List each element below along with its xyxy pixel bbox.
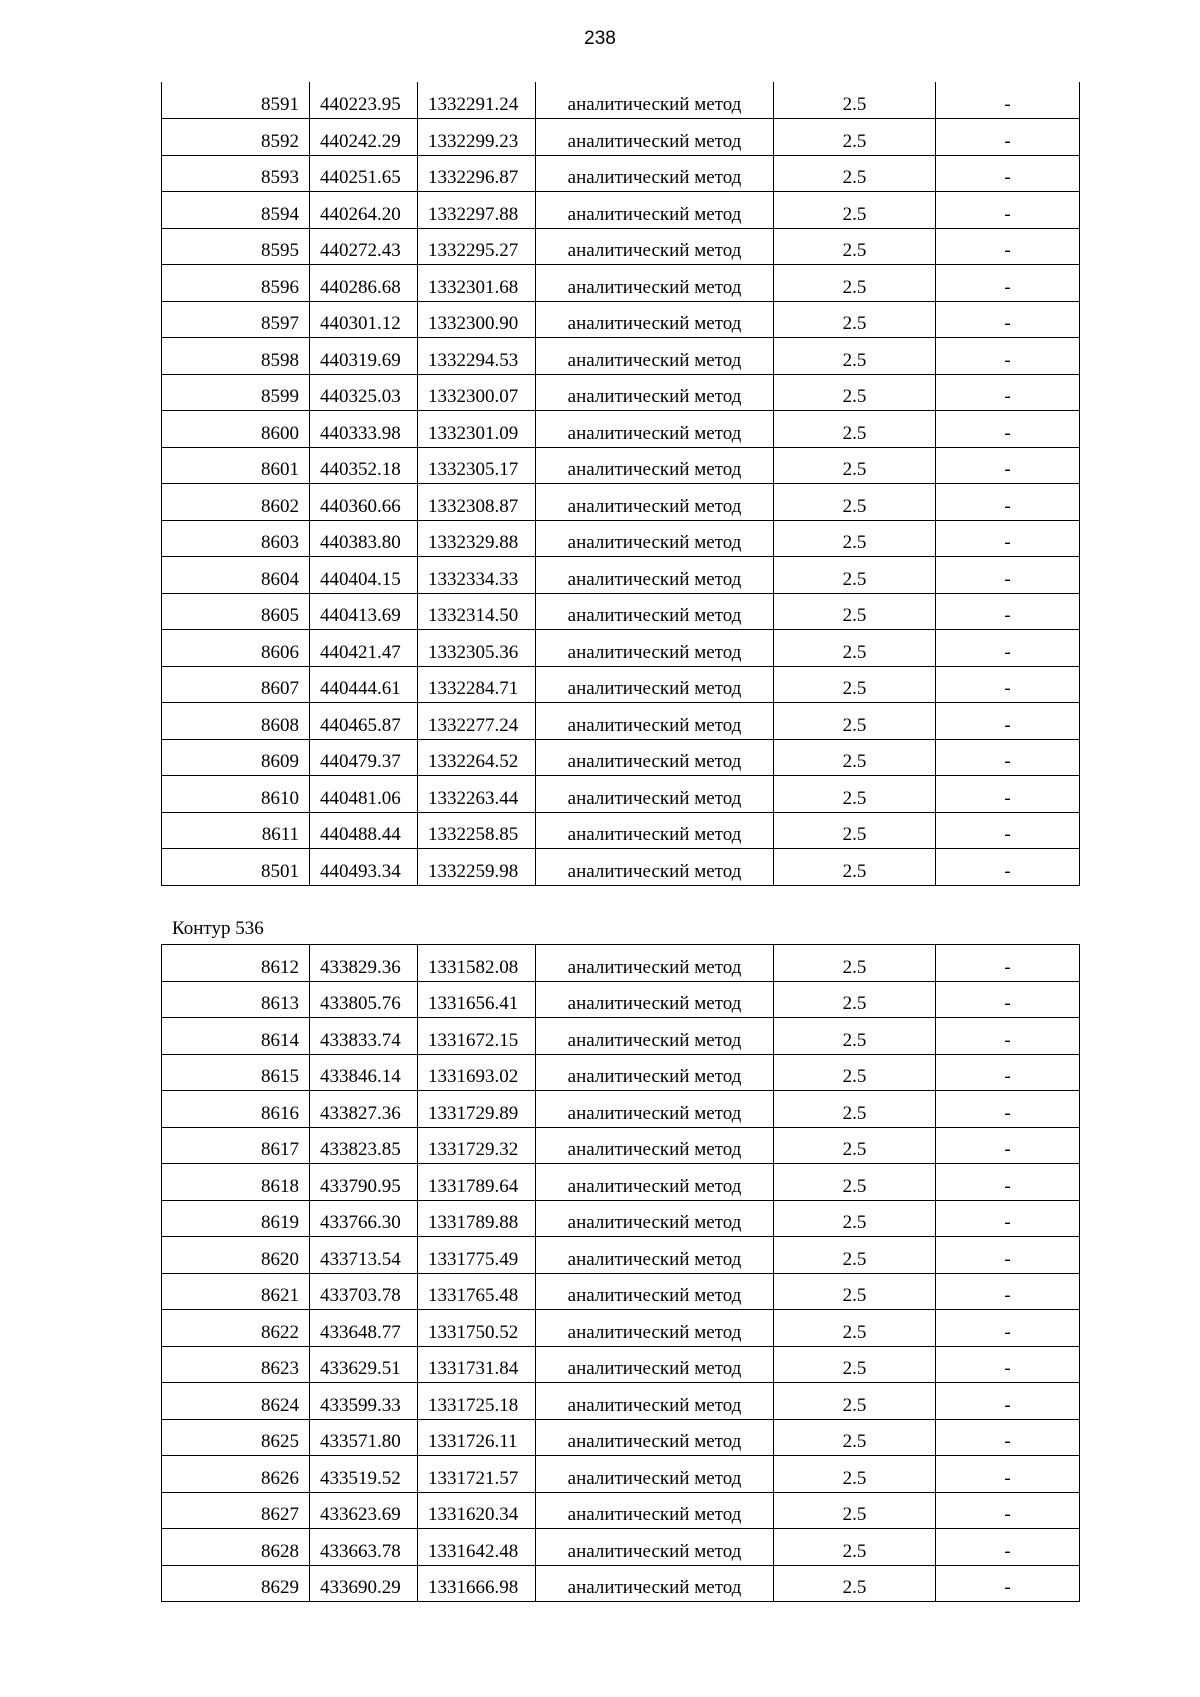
x-coordinate-cell: 433713.54	[310, 1237, 418, 1274]
note-cell: -	[936, 630, 1080, 667]
y-coordinate-cell: 1332299.23	[418, 119, 536, 156]
table-row	[162, 228, 1080, 265]
table-row	[162, 1346, 1080, 1383]
method-cell: аналитический метод	[536, 1018, 774, 1055]
x-coordinate-cell: 440481.06	[310, 776, 418, 813]
method-cell: аналитический метод	[536, 520, 774, 557]
table-row	[162, 557, 1080, 594]
accuracy-cell: 2.5	[774, 338, 936, 375]
method-cell: аналитический метод	[536, 703, 774, 740]
method-cell: аналитический метод	[536, 1383, 774, 1420]
method-cell: аналитический метод	[536, 1419, 774, 1456]
method-cell: аналитический метод	[536, 1456, 774, 1493]
accuracy-cell: 2.5	[774, 447, 936, 484]
table-row	[162, 119, 1080, 156]
table-row	[162, 447, 1080, 484]
y-coordinate-cell: 1332308.87	[418, 484, 536, 521]
point-number-cell: 8602	[162, 484, 310, 521]
y-coordinate-cell: 1332314.50	[418, 593, 536, 630]
y-coordinate-cell: 1331693.02	[418, 1054, 536, 1091]
accuracy-cell: 2.5	[774, 1310, 936, 1347]
y-coordinate-cell: 1331725.18	[418, 1383, 536, 1420]
y-coordinate-cell: 1332301.09	[418, 411, 536, 448]
method-cell: аналитический метод	[536, 374, 774, 411]
point-number-cell: 8621	[162, 1273, 310, 1310]
note-cell: -	[936, 981, 1080, 1018]
accuracy-cell: 2.5	[774, 228, 936, 265]
method-cell: аналитический метод	[536, 1200, 774, 1237]
point-number-cell: 8599	[162, 374, 310, 411]
point-number-cell: 8623	[162, 1346, 310, 1383]
accuracy-cell: 2.5	[774, 849, 936, 886]
accuracy-cell: 2.5	[774, 520, 936, 557]
table-row	[162, 155, 1080, 192]
point-number-cell: 8604	[162, 557, 310, 594]
accuracy-cell: 2.5	[774, 1237, 936, 1274]
note-cell: -	[936, 1565, 1080, 1602]
x-coordinate-cell: 433790.95	[310, 1164, 418, 1201]
note-cell: -	[936, 945, 1080, 982]
note-cell: -	[936, 812, 1080, 849]
method-cell: аналитический метод	[536, 666, 774, 703]
note-cell: -	[936, 1492, 1080, 1529]
accuracy-cell: 2.5	[774, 411, 936, 448]
y-coordinate-cell: 1331642.48	[418, 1529, 536, 1566]
note-cell: -	[936, 265, 1080, 302]
accuracy-cell: 2.5	[774, 1565, 936, 1602]
table-row	[162, 1565, 1080, 1602]
accuracy-cell: 2.5	[774, 557, 936, 594]
note-cell: -	[936, 1456, 1080, 1493]
y-coordinate-cell: 1331656.41	[418, 981, 536, 1018]
y-coordinate-cell: 1331726.11	[418, 1419, 536, 1456]
accuracy-cell: 2.5	[774, 1091, 936, 1128]
method-cell: аналитический метод	[536, 1273, 774, 1310]
note-cell: -	[936, 155, 1080, 192]
table-row	[162, 849, 1080, 886]
point-number-cell: 8612	[162, 945, 310, 982]
method-cell: аналитический метод	[536, 1529, 774, 1566]
note-cell: -	[936, 1127, 1080, 1164]
table-row	[162, 666, 1080, 703]
method-cell: аналитический метод	[536, 82, 774, 119]
y-coordinate-cell: 1332300.90	[418, 301, 536, 338]
point-number-cell: 8615	[162, 1054, 310, 1091]
method-cell: аналитический метод	[536, 1091, 774, 1128]
x-coordinate-cell: 440413.69	[310, 593, 418, 630]
note-cell: -	[936, 1164, 1080, 1201]
x-coordinate-cell: 440465.87	[310, 703, 418, 740]
point-number-cell: 8625	[162, 1419, 310, 1456]
x-coordinate-cell: 433827.36	[310, 1091, 418, 1128]
note-cell: -	[936, 1018, 1080, 1055]
y-coordinate-cell: 1332264.52	[418, 739, 536, 776]
page-number: 238	[584, 28, 616, 49]
table-row	[162, 265, 1080, 302]
method-cell: аналитический метод	[536, 228, 774, 265]
note-cell: -	[936, 666, 1080, 703]
note-cell: -	[936, 1091, 1080, 1128]
accuracy-cell: 2.5	[774, 981, 936, 1018]
method-cell: аналитический метод	[536, 1310, 774, 1347]
note-cell: -	[936, 849, 1080, 886]
note-cell: -	[936, 82, 1080, 119]
method-cell: аналитический метод	[536, 739, 774, 776]
accuracy-cell: 2.5	[774, 1529, 936, 1566]
note-cell: -	[936, 1200, 1080, 1237]
table-row	[162, 1237, 1080, 1274]
x-coordinate-cell: 440360.66	[310, 484, 418, 521]
y-coordinate-cell: 1332291.24	[418, 82, 536, 119]
point-number-cell: 8616	[162, 1091, 310, 1128]
point-number-cell: 8501	[162, 849, 310, 886]
x-coordinate-cell: 440264.20	[310, 192, 418, 229]
accuracy-cell: 2.5	[774, 1273, 936, 1310]
y-coordinate-cell: 1331765.48	[418, 1273, 536, 1310]
accuracy-cell: 2.5	[774, 374, 936, 411]
y-coordinate-cell: 1332258.85	[418, 812, 536, 849]
x-coordinate-cell: 440333.98	[310, 411, 418, 448]
y-coordinate-cell: 1332277.24	[418, 703, 536, 740]
table-row	[162, 703, 1080, 740]
table-row	[162, 374, 1080, 411]
point-number-cell: 8628	[162, 1529, 310, 1566]
y-coordinate-cell: 1331729.89	[418, 1091, 536, 1128]
point-number-cell: 8620	[162, 1237, 310, 1274]
method-cell: аналитический метод	[536, 630, 774, 667]
y-coordinate-cell: 1332297.88	[418, 192, 536, 229]
method-cell: аналитический метод	[536, 265, 774, 302]
table-row	[162, 1018, 1080, 1055]
table-row	[162, 1054, 1080, 1091]
table-row	[162, 192, 1080, 229]
x-coordinate-cell: 440286.68	[310, 265, 418, 302]
note-cell: -	[936, 1419, 1080, 1456]
x-coordinate-cell: 433663.78	[310, 1529, 418, 1566]
table-row	[162, 1529, 1080, 1566]
accuracy-cell: 2.5	[774, 1456, 936, 1493]
method-cell: аналитический метод	[536, 776, 774, 813]
point-number-cell: 8617	[162, 1127, 310, 1164]
note-cell: -	[936, 228, 1080, 265]
y-coordinate-cell: 1331789.64	[418, 1164, 536, 1201]
method-cell: аналитический метод	[536, 812, 774, 849]
x-coordinate-cell: 440488.44	[310, 812, 418, 849]
table-row	[162, 1164, 1080, 1201]
y-coordinate-cell: 1332296.87	[418, 155, 536, 192]
x-coordinate-cell: 440479.37	[310, 739, 418, 776]
note-cell: -	[936, 411, 1080, 448]
method-cell: аналитический метод	[536, 945, 774, 982]
y-coordinate-cell: 1332295.27	[418, 228, 536, 265]
y-coordinate-cell: 1331672.15	[418, 1018, 536, 1055]
note-cell: -	[936, 1237, 1080, 1274]
method-cell: аналитический метод	[536, 301, 774, 338]
method-cell: аналитический метод	[536, 411, 774, 448]
note-cell: -	[936, 301, 1080, 338]
point-number-cell: 8591	[162, 82, 310, 119]
point-number-cell: 8618	[162, 1164, 310, 1201]
table-row	[162, 1492, 1080, 1529]
accuracy-cell: 2.5	[774, 1164, 936, 1201]
accuracy-cell: 2.5	[774, 812, 936, 849]
accuracy-cell: 2.5	[774, 1127, 936, 1164]
coordinates-table-contour	[161, 944, 1080, 1602]
table-row	[162, 1091, 1080, 1128]
accuracy-cell: 2.5	[774, 484, 936, 521]
y-coordinate-cell: 1332329.88	[418, 520, 536, 557]
note-cell: -	[936, 776, 1080, 813]
accuracy-cell: 2.5	[774, 593, 936, 630]
accuracy-cell: 2.5	[774, 1018, 936, 1055]
point-number-cell: 8626	[162, 1456, 310, 1493]
y-coordinate-cell: 1332284.71	[418, 666, 536, 703]
table-row	[162, 945, 1080, 982]
x-coordinate-cell: 433846.14	[310, 1054, 418, 1091]
accuracy-cell: 2.5	[774, 1054, 936, 1091]
method-cell: аналитический метод	[536, 557, 774, 594]
point-number-cell: 8622	[162, 1310, 310, 1347]
accuracy-cell: 2.5	[774, 1383, 936, 1420]
accuracy-cell: 2.5	[774, 1346, 936, 1383]
method-cell: аналитический метод	[536, 981, 774, 1018]
contour-label: Контур 536	[172, 918, 264, 939]
method-cell: аналитический метод	[536, 1164, 774, 1201]
note-cell: -	[936, 703, 1080, 740]
y-coordinate-cell: 1332301.68	[418, 265, 536, 302]
x-coordinate-cell: 433623.69	[310, 1492, 418, 1529]
x-coordinate-cell: 433648.77	[310, 1310, 418, 1347]
x-coordinate-cell: 440301.12	[310, 301, 418, 338]
y-coordinate-cell: 1331731.84	[418, 1346, 536, 1383]
accuracy-cell: 2.5	[774, 301, 936, 338]
table-row	[162, 1273, 1080, 1310]
method-cell: аналитический метод	[536, 1346, 774, 1383]
method-cell: аналитический метод	[536, 447, 774, 484]
accuracy-cell: 2.5	[774, 739, 936, 776]
note-cell: -	[936, 593, 1080, 630]
x-coordinate-cell: 433690.29	[310, 1565, 418, 1602]
accuracy-cell: 2.5	[774, 155, 936, 192]
x-coordinate-cell: 433823.85	[310, 1127, 418, 1164]
x-coordinate-cell: 440383.80	[310, 520, 418, 557]
point-number-cell: 8600	[162, 411, 310, 448]
method-cell: аналитический метод	[536, 1492, 774, 1529]
x-coordinate-cell: 440352.18	[310, 447, 418, 484]
method-cell: аналитический метод	[536, 155, 774, 192]
y-coordinate-cell: 1331729.32	[418, 1127, 536, 1164]
accuracy-cell: 2.5	[774, 776, 936, 813]
table-row	[162, 739, 1080, 776]
point-number-cell: 8594	[162, 192, 310, 229]
note-cell: -	[936, 520, 1080, 557]
y-coordinate-cell: 1331620.34	[418, 1492, 536, 1529]
point-number-cell: 8613	[162, 981, 310, 1018]
y-coordinate-cell: 1332263.44	[418, 776, 536, 813]
note-cell: -	[936, 192, 1080, 229]
accuracy-cell: 2.5	[774, 945, 936, 982]
table-row	[162, 82, 1080, 119]
x-coordinate-cell: 433833.74	[310, 1018, 418, 1055]
point-number-cell: 8607	[162, 666, 310, 703]
point-number-cell: 8593	[162, 155, 310, 192]
table-row	[162, 1456, 1080, 1493]
x-coordinate-cell: 440493.34	[310, 849, 418, 886]
x-coordinate-cell: 440421.47	[310, 630, 418, 667]
accuracy-cell: 2.5	[774, 666, 936, 703]
x-coordinate-cell: 440223.95	[310, 82, 418, 119]
table-row	[162, 411, 1080, 448]
table-row	[162, 1419, 1080, 1456]
point-number-cell: 8601	[162, 447, 310, 484]
method-cell: аналитический метод	[536, 119, 774, 156]
note-cell: -	[936, 1310, 1080, 1347]
accuracy-cell: 2.5	[774, 1419, 936, 1456]
method-cell: аналитический метод	[536, 192, 774, 229]
point-number-cell: 8596	[162, 265, 310, 302]
x-coordinate-cell: 433629.51	[310, 1346, 418, 1383]
note-cell: -	[936, 1054, 1080, 1091]
y-coordinate-cell: 1332300.07	[418, 374, 536, 411]
point-number-cell: 8624	[162, 1383, 310, 1420]
y-coordinate-cell: 1331775.49	[418, 1237, 536, 1274]
table-row	[162, 981, 1080, 1018]
note-cell: -	[936, 484, 1080, 521]
y-coordinate-cell: 1331750.52	[418, 1310, 536, 1347]
point-number-cell: 8606	[162, 630, 310, 667]
y-coordinate-cell: 1332334.33	[418, 557, 536, 594]
point-number-cell: 8614	[162, 1018, 310, 1055]
table-row	[162, 1200, 1080, 1237]
accuracy-cell: 2.5	[774, 1200, 936, 1237]
method-cell: аналитический метод	[536, 1237, 774, 1274]
table-row	[162, 520, 1080, 557]
y-coordinate-cell: 1331582.08	[418, 945, 536, 982]
y-coordinate-cell: 1332305.17	[418, 447, 536, 484]
point-number-cell: 8610	[162, 776, 310, 813]
point-number-cell: 8609	[162, 739, 310, 776]
table-row	[162, 630, 1080, 667]
y-coordinate-cell: 1332305.36	[418, 630, 536, 667]
note-cell: -	[936, 739, 1080, 776]
x-coordinate-cell: 440444.61	[310, 666, 418, 703]
accuracy-cell: 2.5	[774, 119, 936, 156]
method-cell: аналитический метод	[536, 593, 774, 630]
table-row	[162, 338, 1080, 375]
method-cell: аналитический метод	[536, 849, 774, 886]
point-number-cell: 8603	[162, 520, 310, 557]
note-cell: -	[936, 338, 1080, 375]
x-coordinate-cell: 433571.80	[310, 1419, 418, 1456]
accuracy-cell: 2.5	[774, 630, 936, 667]
point-number-cell: 8619	[162, 1200, 310, 1237]
x-coordinate-cell: 440319.69	[310, 338, 418, 375]
x-coordinate-cell: 433766.30	[310, 1200, 418, 1237]
note-cell: -	[936, 447, 1080, 484]
x-coordinate-cell: 433829.36	[310, 945, 418, 982]
x-coordinate-cell: 440404.15	[310, 557, 418, 594]
y-coordinate-cell: 1331721.57	[418, 1456, 536, 1493]
x-coordinate-cell: 440272.43	[310, 228, 418, 265]
method-cell: аналитический метод	[536, 1054, 774, 1091]
point-number-cell: 8597	[162, 301, 310, 338]
note-cell: -	[936, 1529, 1080, 1566]
x-coordinate-cell: 440325.03	[310, 374, 418, 411]
x-coordinate-cell: 433805.76	[310, 981, 418, 1018]
coordinates-table-continued	[161, 82, 1080, 886]
accuracy-cell: 2.5	[774, 82, 936, 119]
note-cell: -	[936, 119, 1080, 156]
point-number-cell: 8598	[162, 338, 310, 375]
point-number-cell: 8605	[162, 593, 310, 630]
x-coordinate-cell: 433519.52	[310, 1456, 418, 1493]
method-cell: аналитический метод	[536, 338, 774, 375]
x-coordinate-cell: 433599.33	[310, 1383, 418, 1420]
method-cell: аналитический метод	[536, 1565, 774, 1602]
x-coordinate-cell: 440251.65	[310, 155, 418, 192]
table-row	[162, 776, 1080, 813]
table-row	[162, 301, 1080, 338]
table-row	[162, 1310, 1080, 1347]
x-coordinate-cell: 440242.29	[310, 119, 418, 156]
table-row	[162, 812, 1080, 849]
note-cell: -	[936, 1273, 1080, 1310]
x-coordinate-cell: 433703.78	[310, 1273, 418, 1310]
y-coordinate-cell: 1331666.98	[418, 1565, 536, 1602]
point-number-cell: 8592	[162, 119, 310, 156]
point-number-cell: 8611	[162, 812, 310, 849]
y-coordinate-cell: 1332294.53	[418, 338, 536, 375]
table-row	[162, 1127, 1080, 1164]
note-cell: -	[936, 557, 1080, 594]
table-row	[162, 484, 1080, 521]
note-cell: -	[936, 1346, 1080, 1383]
point-number-cell: 8608	[162, 703, 310, 740]
note-cell: -	[936, 1383, 1080, 1420]
point-number-cell: 8595	[162, 228, 310, 265]
note-cell: -	[936, 374, 1080, 411]
point-number-cell: 8629	[162, 1565, 310, 1602]
table-row	[162, 1383, 1080, 1420]
y-coordinate-cell: 1331789.88	[418, 1200, 536, 1237]
y-coordinate-cell: 1332259.98	[418, 849, 536, 886]
accuracy-cell: 2.5	[774, 1492, 936, 1529]
method-cell: аналитический метод	[536, 484, 774, 521]
table-row	[162, 593, 1080, 630]
accuracy-cell: 2.5	[774, 192, 936, 229]
method-cell: аналитический метод	[536, 1127, 774, 1164]
point-number-cell: 8627	[162, 1492, 310, 1529]
accuracy-cell: 2.5	[774, 703, 936, 740]
accuracy-cell: 2.5	[774, 265, 936, 302]
